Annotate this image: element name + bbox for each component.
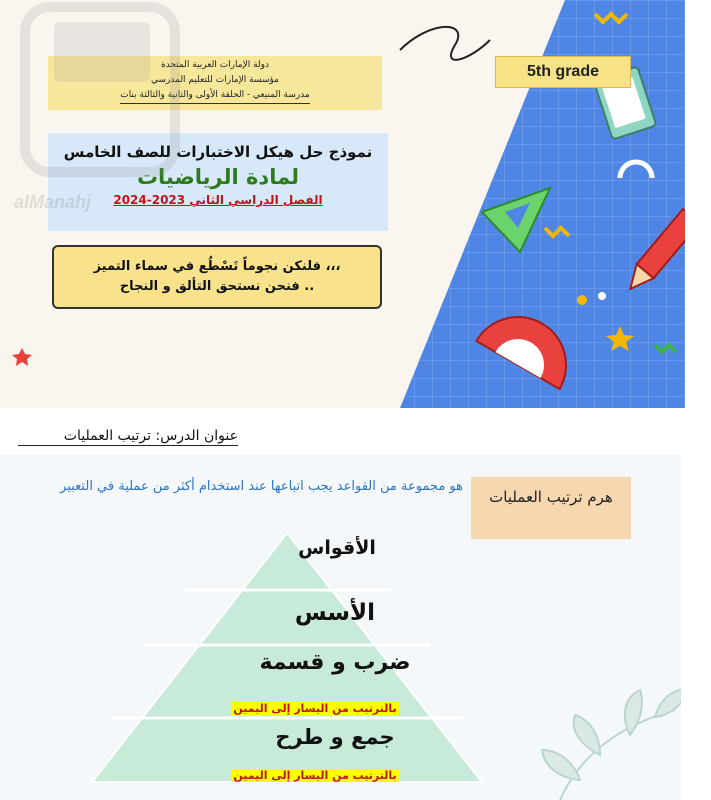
quote-line: فلنكن نجوماً تَسْطُع في سماء التميز ،،، [93,259,341,274]
cover-slide [0,0,685,408]
header-line: مدرسة المنيعي - الحلقة الأولى والثانية والثالثة بنات [120,88,310,104]
pyramid-level-multiply-divide: ضرب و قسمة [259,650,411,675]
subject-title: لمادة الرياضيات [136,165,300,189]
star-icon [12,348,32,366]
watermark-text: alManahj [14,192,92,212]
order-note: بالترتيب من اليسار إلى اليمين [233,769,397,782]
zigzag-decoration [655,345,676,352]
pyramid-label-box: هرم ترتيب العمليات [471,477,631,539]
term-label: الفصل الدراسي الثاني 2023-2024 [113,193,323,207]
leaf-decoration [542,689,681,800]
lesson-title: عنوان الدرس: ترتيب العمليات [18,428,238,446]
watermark-logo [14,2,184,217]
page-title: نموذج حل هيكل الاختبارات للصف الخامس [63,143,373,161]
pyramid-level-add-subtract: جمع و طرح [275,725,395,749]
quote-line: فنحن نستحق التألق و النجاح .. [119,279,315,294]
grade-badge: 5th grade [495,56,631,88]
header-line: دولة الإمارات العربية المتحدة [160,60,270,70]
order-note: بالترتيب من اليسار إلى اليمين [233,702,397,715]
pyramid-level-exponents: الأسس [294,600,376,626]
quote-box [52,245,382,309]
definition-text: هو مجموعة من القواعد يجب اتباعها عند استخدام أكثر من عملية في التعبير [60,479,463,494]
pyramid-level-parentheses: الأقواس [298,537,376,559]
swirl-decoration [400,27,490,60]
header-line: مؤسسة الإمارات للتعليم المدرسي [151,75,279,85]
